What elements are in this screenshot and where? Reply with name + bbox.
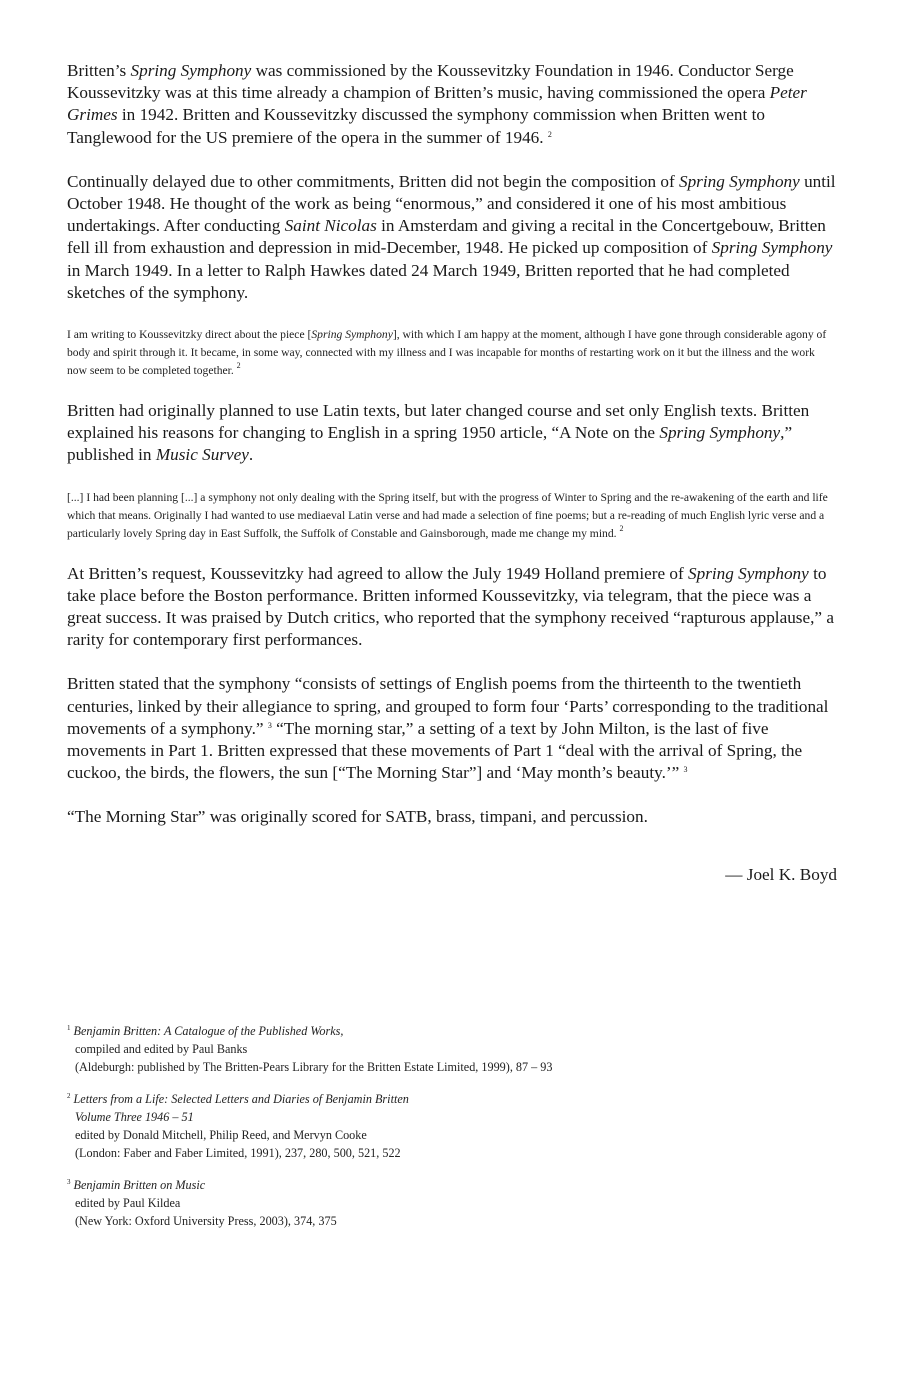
italic-title: Spring Symphony xyxy=(311,328,393,342)
text-run: to take place before the Boston performance. Britten informed Koussevitzky, via telegram, that the piece was a great success. It was praised by Dutch critics, who reported that the symphony received “rapturous applause,” a rarity for contemporary first performances. xyxy=(67,563,834,650)
footnote-1 xyxy=(67,1022,847,1076)
text-run: “The Morning Star” was originally scored for SATB, brass, timpani, and percussion. xyxy=(67,807,648,827)
paragraph-structure xyxy=(67,673,837,784)
footnote-number: 2 xyxy=(67,1092,71,1100)
italic-title: Music Survey xyxy=(155,445,249,465)
footnote-line xyxy=(67,1040,847,1058)
footnote-line xyxy=(67,1022,847,1040)
text-run: ,” published in xyxy=(67,423,793,465)
citation-text: (New York: Oxford University Press, 2003), 374, 375 xyxy=(75,1214,337,1228)
footnote-line xyxy=(67,1058,847,1076)
text-run: until October 1948. He thought of the work as being “enormous,” and considered it one of his most ambitious undertakings. After conducting xyxy=(67,171,836,236)
text-run: . xyxy=(248,445,254,465)
text-run: Britten had originally planned to use Latin texts, but later changed course and set only English texts. Britten explained his reasons for changing to English in a spring 1950 article, “A Note on the xyxy=(67,401,810,443)
citation-title: Volume Three 1946 – 51 xyxy=(75,1110,194,1124)
footnote-ref: 2 xyxy=(619,523,624,533)
footnotes xyxy=(67,1022,847,1244)
footnote-ref: 2 xyxy=(547,129,552,139)
paragraph-premiere xyxy=(67,563,837,652)
paragraph-language xyxy=(67,400,837,467)
footnote-line xyxy=(67,1126,847,1144)
text-run: “The morning star,” a setting of a text by John Milton, is the last of five movements in Part 1. Britten expressed that these movements of Part 1 “deal with the arrival of Spring, the cuckoo, the birds, the flowers, the sun [“The Morning Star”] and ‘May month’s beauty.’” xyxy=(67,718,803,783)
footnote-ref: 3 xyxy=(683,765,688,775)
paragraph-scoring xyxy=(67,806,837,828)
italic-title: Spring Symphony xyxy=(711,238,833,258)
citation-title: Letters from a Life: Selected Letters and Diaries of Benjamin Britten xyxy=(73,1092,409,1106)
citation-text: edited by Donald Mitchell, Philip Reed, and Mervyn Cooke xyxy=(75,1128,367,1142)
text-run: in Amsterdam and giving a recital in the Concertgebouw, Britten fell ill from exhaustion and depression in mid-December, 1948. He picked up composition of xyxy=(67,216,826,258)
block-quote-letter xyxy=(67,326,837,380)
footnote-line xyxy=(67,1176,847,1194)
paragraph-commission xyxy=(67,60,837,149)
block-quote-article xyxy=(67,489,837,543)
author-signature: — Joel K. Boyd xyxy=(725,864,837,884)
italic-title: Spring Symphony xyxy=(130,61,252,80)
citation-text: (Aldeburgh: published by The Britten-Pears Library for the Britten Estate Limited, 1999), 87 – 93 xyxy=(75,1060,553,1074)
text-run: in March 1949. In a letter to Ralph Hawkes dated 24 March 1949, Britten reported that he had completed sketches of the symphony. xyxy=(67,260,790,302)
citation-text: (London: Faber and Faber Limited, 1991), 237, 280, 500, 521, 522 xyxy=(75,1146,401,1160)
italic-title: Saint Nicolas xyxy=(284,216,377,236)
text-run: ], with which I am happy at the moment, although I have gone through considerable agony of body and spirit through it. It became, in some way, connected with my illness and I was incapable for months of restarting work on it but the illness and the work now seem to be completed together. xyxy=(67,328,827,378)
text-run: [...] I had been planning [...] a symphony not only dealing with the Spring itself, but with the progress of Winter to Spring and the re-awakening of the earth and life which that means. Originally I had wanted to use mediaeval Latin verse and had made a selection of fine poems; but a re-reading of much English lyric verse and a particularly lovely Spring day in East Suffolk, the Suffolk of Constable and Gainsborough, made me change my mind. xyxy=(67,490,828,540)
italic-title: Peter Grimes xyxy=(67,83,807,125)
footnote-2 xyxy=(67,1090,847,1162)
italic-title: Spring Symphony xyxy=(678,171,800,191)
text-run: Britten stated that the symphony “consists of settings of English poems from the thirteenth to the twentieth centuries, linked by their allegiance to spring, and grouped to form four ‘Parts’ corresponding to the traditional movements of a symphony.” xyxy=(67,674,829,738)
footnote-number: 3 xyxy=(67,1178,71,1186)
citation-text: edited by Paul Kildea xyxy=(75,1196,181,1210)
text-run: Britten’s xyxy=(67,61,131,80)
text-run: At Britten’s request, Koussevitzky had agreed to allow the July 1949 Holland premiere of xyxy=(67,563,688,583)
text-run: in 1942. Britten and Koussevitzky discussed the symphony commission when Britten went to Tanglewood for the US premiere of the opera in the summer of 1946. xyxy=(67,105,765,147)
italic-title: Spring Symphony xyxy=(688,563,809,583)
footnote-ref: 2 xyxy=(236,361,241,371)
text-run: I am writing to Koussevitzky direct about the piece [ xyxy=(67,328,312,342)
citation-title: Benjamin Britten on Music xyxy=(73,1178,206,1192)
italic-title: Spring Symphony xyxy=(659,423,781,443)
footnote-3 xyxy=(67,1176,847,1230)
footnote-line xyxy=(67,1144,847,1162)
paragraph-composition xyxy=(67,171,837,304)
document-body xyxy=(67,60,837,885)
text-run: Continually delayed due to other commitments, Britten did not begin the composition of xyxy=(67,171,679,191)
footnote-line xyxy=(67,1212,847,1230)
citation-title: Benjamin Britten: A Catalogue of the Published Works, xyxy=(73,1024,344,1038)
footnote-line xyxy=(67,1090,847,1108)
footnote-line xyxy=(67,1194,847,1212)
footnote-line xyxy=(67,1108,847,1126)
footnote-ref: 3 xyxy=(267,720,272,730)
footnote-number: 1 xyxy=(67,1024,71,1032)
text-run: was commissioned by the Koussevitzky Foundation in 1946. Conductor Serge Koussevitzky was at this time already a champion of Britten’s music, having commissioned the opera xyxy=(67,61,794,103)
citation-text: compiled and edited by Paul Banks xyxy=(75,1042,248,1056)
